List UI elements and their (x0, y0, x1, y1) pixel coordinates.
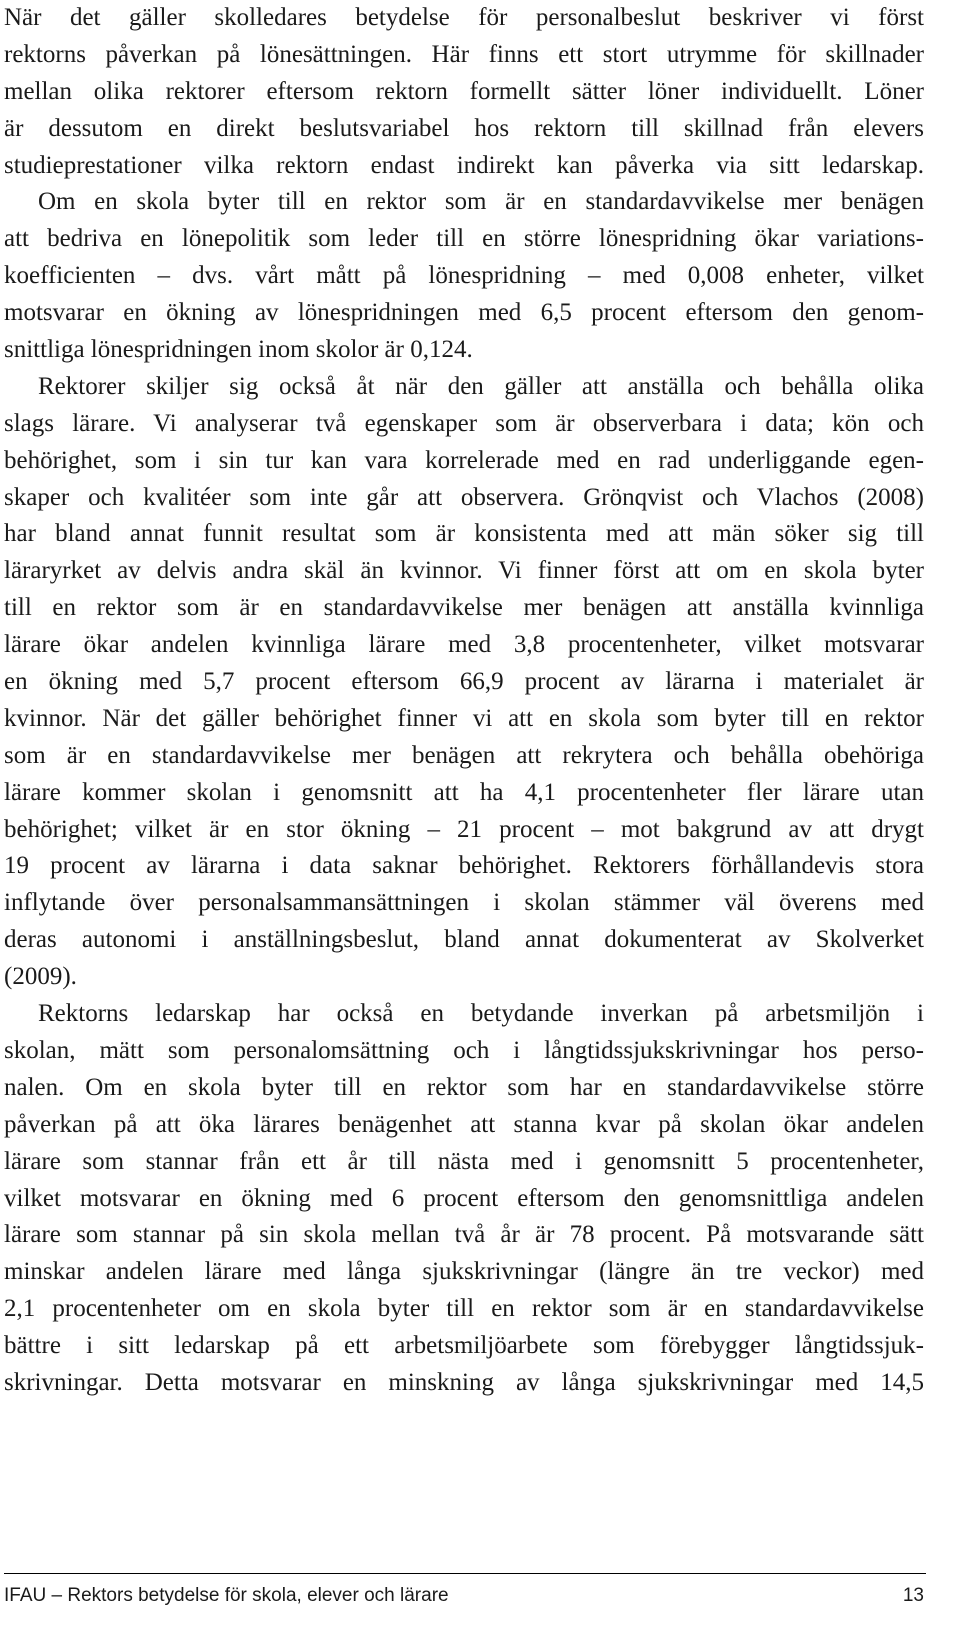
text-line: skolan, mätt som personalomsättning och i långtidssjukskrivningar hos perso- (4, 1036, 924, 1064)
text-line: koefficienten – dvs. vårt mått på lönespridning – med 0,008 enheter, vilket (4, 262, 924, 290)
text-line: När det gäller skolledares betydelse för personalbeslut beskriver vi först (4, 4, 924, 31)
text-line: läraryrket av delvis andra skäl än kvinnor. Vi finner först att om en skola byter (4, 557, 924, 585)
text-line: behörighet; vilket är en stor ökning – 21 procent – mot bakgrund av att drygt (4, 815, 924, 843)
text-line: har bland annat funnit resultat som är konsistenta med att män söker sig till (4, 520, 924, 548)
text-line: som är en standardavvikelse mer benägen att rekrytera och behålla obehöriga (4, 741, 924, 769)
text-line: nalen. Om en skola byter till en rektor som har en standardavvikelse större (4, 1073, 924, 1101)
body-text (4, 0, 924, 1402)
text-line: bättre i sitt ledarskap på ett arbetsmiljöarbete som förebygger långtidssjuk- (4, 1332, 924, 1360)
text-line: Rektorns ledarskap har också en betydande inverkan på arbetsmiljön i (38, 1000, 924, 1028)
text-line: kvinnor. När det gäller behörighet finner vi att en skola som byter till en rektor (4, 704, 924, 732)
text-line: att bedriva en lönepolitik som leder till en större lönespridning ökar variations- (4, 225, 924, 253)
text-line: till en rektor som är en standardavvikelse mer benägen att anställa kvinnliga (4, 594, 924, 622)
text-line: (2009). (4, 963, 77, 991)
text-line: 19 procent av lärarna i data saknar behörighet. Rektorers förhållandevis stora (4, 852, 924, 880)
text-line: Om en skola byter till en rektor som är en standardavvikelse mer benägen (38, 188, 924, 216)
text-line: motsvarar en ökning av lönespridningen med 6,5 procent eftersom den genom- (4, 299, 924, 327)
text-line: studieprestationer vilka rektorn endast indirekt kan påverka via sitt ledarskap. (4, 151, 924, 179)
text-line: behörighet, som i sin tur kan vara korrelerade med en rad underliggande egen- (4, 446, 924, 474)
text-line: 2,1 procentenheter om en skola byter till en rektor som är en standardavvikelse (4, 1295, 924, 1323)
text-line: inflytande över personalsammansättningen i skolan stämmer väl överens med (4, 889, 924, 917)
text-line: mellan olika rektorer eftersom rektorn formellt sätter löner individuellt. Löner (4, 77, 924, 105)
text-line: vilket motsvarar en ökning med 6 procent eftersom den genomsnittliga andelen (4, 1184, 924, 1212)
text-line: skaper och kvalitéer som inte går att observera. Grönqvist och Vlachos (2008) (4, 483, 924, 511)
text-line: lärare som stannar från ett år till nästa med i genomsnitt 5 procentenheter, (4, 1147, 924, 1175)
text-line: är dessutom en direkt beslutsvariabel hos rektorn till skillnad från elevers (4, 114, 924, 142)
footer-divider (4, 1573, 926, 1574)
text-line: rektorns påverkan på lönesättningen. Här finns ett stort utrymme för skillnader (4, 40, 924, 68)
text-line: snittliga lönespridningen inom skolor är 0,124. (4, 336, 473, 364)
text-line: lärare kommer skolan i genomsnitt att ha 4,1 procentenheter fler lärare utan (4, 778, 924, 806)
text-line: slags lärare. Vi analyserar två egenskaper som är observerbara i data; kön och (4, 409, 924, 437)
text-line: Rektorer skiljer sig också åt när den gäller att anställa och behålla olika (38, 372, 924, 400)
page-number: 13 (902, 1585, 924, 1606)
text-line: lärare ökar andelen kvinnliga lärare med 3,8 procentenheter, vilket motsvarar (4, 631, 924, 659)
text-line: skrivningar. Detta motsvarar en minskning av långa sjukskrivningar med 14,5 (4, 1368, 924, 1396)
text-line: lärare som stannar på sin skola mellan två år är 78 procent. På motsvarande sätt (4, 1221, 924, 1249)
text-line: deras autonomi i anställningsbeslut, bland annat dokumenterat av Skolverket (4, 926, 924, 954)
text-line: minskar andelen lärare med långa sjukskrivningar (längre än tre veckor) med (4, 1258, 924, 1286)
footer-title: IFAU – Rektors betydelse för skola, elever och lärare (4, 1585, 449, 1606)
text-line: påverkan på att öka lärares benägenhet att stanna kvar på skolan ökar andelen (4, 1110, 924, 1138)
text-line: en ökning med 5,7 procent eftersom 66,9 procent av lärarna i materialet är (4, 668, 924, 696)
